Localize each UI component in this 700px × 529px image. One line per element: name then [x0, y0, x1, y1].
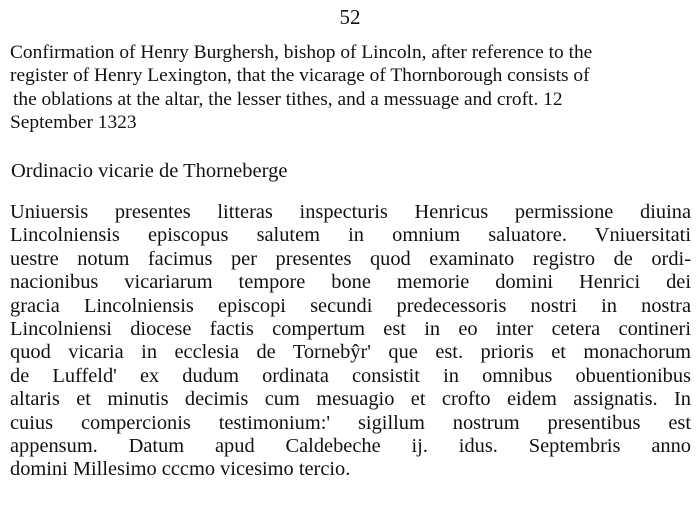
body-line: quod vicaria in ecclesia de Tornebŷr' que est. prioris et monachorum [10, 341, 691, 364]
heading-line: September 1323 [10, 111, 137, 133]
body-line: de Luffeld' ex dudum ordinata consistit in omnibus obuentionibus [10, 364, 691, 387]
document-subtitle: Ordinacio vicarie de Thorneberge [11, 160, 288, 182]
document-body [10, 201, 691, 482]
body-line: altaris et minutis decimis cum mesuagio et crofto eidem assignatis. In [10, 388, 691, 411]
heading-line: the oblations at the altar, the lesser tithes, and a messuage and croft. 12 [13, 88, 563, 110]
document-heading [10, 41, 692, 134]
body-line: Lincolniensis episcopus salutem in omnium saluatore. Vniuersitati [10, 224, 691, 247]
body-line: Lincolniensi diocese factis compertum est in eo inter cetera contineri [10, 318, 691, 341]
heading-line: register of Henry Lexington, that the vicarage of Thornborough consists of [10, 65, 590, 87]
body-line: cuius compercionis testimonium:' sigillum nostrum presentibus est [10, 411, 691, 434]
body-line: nacionibus vicariarum tempore bone memorie domini Henrici dei [10, 271, 691, 294]
body-line: Uniuersis presentes litteras inspecturis Henricus permissione diuina [10, 201, 691, 223]
body-line: domini Millesimo cccmo vicesimo tercio. [10, 458, 351, 481]
body-line: gracia Lincolniensis episcopi secundi predecessoris nostri in nostra [10, 294, 691, 317]
body-line: appensum. Datum apud Caldebeche ij. idus. Septembris anno [10, 435, 691, 458]
heading-line: Confirmation of Henry Burghersh, bishop of Lincoln, after reference to the [10, 42, 593, 63]
body-line: uestre notum facimus per presentes quod examinato registro de ordi- [10, 247, 691, 270]
page-number: 52 [339, 5, 361, 29]
